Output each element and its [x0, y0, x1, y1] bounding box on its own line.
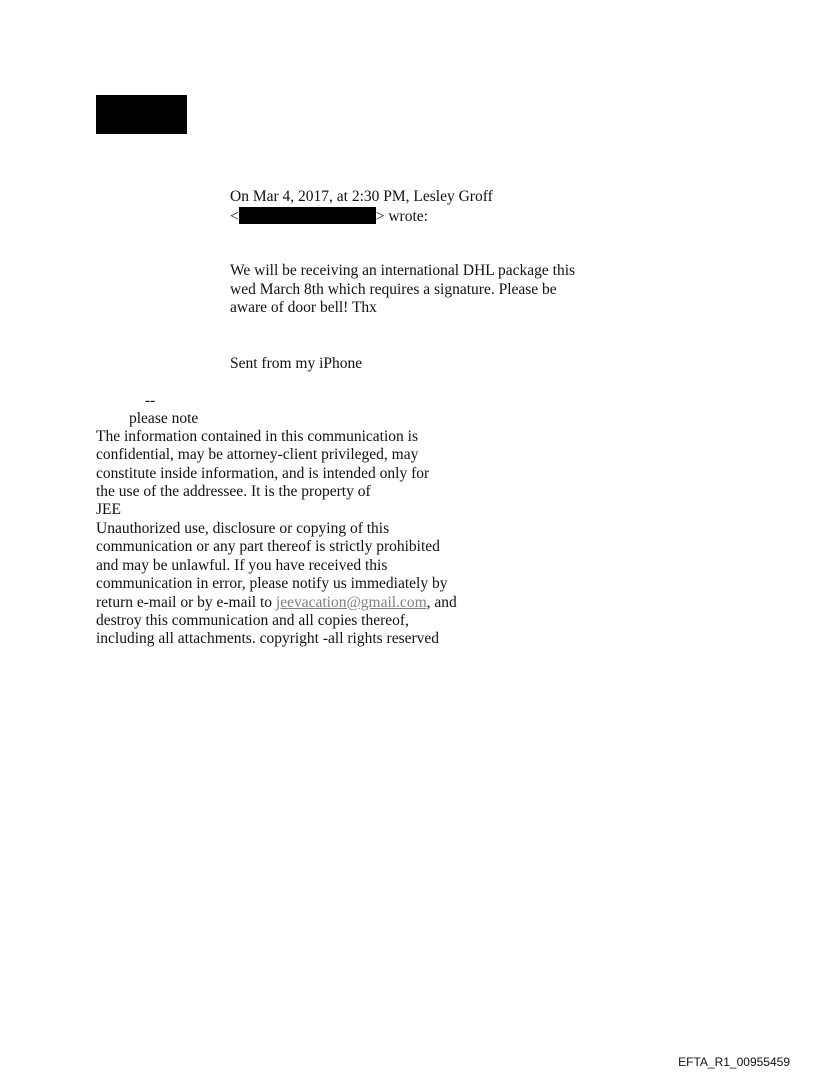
sender-open-bracket: < [230, 208, 239, 225]
signature-dashes: -- [145, 392, 156, 409]
redacted-email [239, 207, 376, 224]
sender-wrote-label: > wrote: [375, 208, 428, 225]
message-line: aware of door bell! Thx [230, 299, 377, 316]
sent-from-line: Sent from my iPhone [230, 355, 363, 372]
email-prefix-text: return e-mail or by e-mail to [96, 594, 276, 611]
disclaimer-line: confidential, may be attorney-client privileged, may [96, 446, 419, 463]
quoted-date-line: On Mar 4, 2017, at 2:30 PM, Lesley Groff [230, 188, 493, 205]
disclaimer-line: Unauthorized use, disclosure or copying of this [96, 520, 390, 537]
disclaimer-line: communication in error, please notify us immediately by [96, 575, 448, 592]
disclaimer-line: including all attachments. copyright -all rights reserved [96, 630, 440, 647]
disclaimer-line: communication or any part thereof is strictly prohibited [96, 538, 440, 555]
quoted-sender-line [230, 207, 428, 226]
disclaimer-line: the use of the addressee. It is the property of [96, 483, 371, 500]
message-line: wed March 8th which requires a signature. Please be [230, 281, 557, 298]
message-line: We will be receiving an international DHL package this [230, 262, 576, 279]
redaction-block [96, 95, 187, 134]
disclaimer-line: JEE [96, 501, 121, 518]
disclaimer-line: destroy this communication and all copies thereof, [96, 612, 409, 629]
disclaimer-line: constitute inside information, and is intended only for [96, 465, 430, 482]
email-link[interactable]: jeevacation@gmail.com [275, 594, 427, 611]
disclaimer-email-line [96, 594, 457, 612]
document-id: EFTA_R1_00955459 [678, 1055, 790, 1069]
disclaimer-line: and may be unlawful. If you have received this [96, 557, 388, 574]
disclaimer-line: The information contained in this communication is [96, 428, 418, 445]
please-note-label: please note [129, 410, 199, 427]
email-suffix-text: , and [426, 594, 457, 611]
